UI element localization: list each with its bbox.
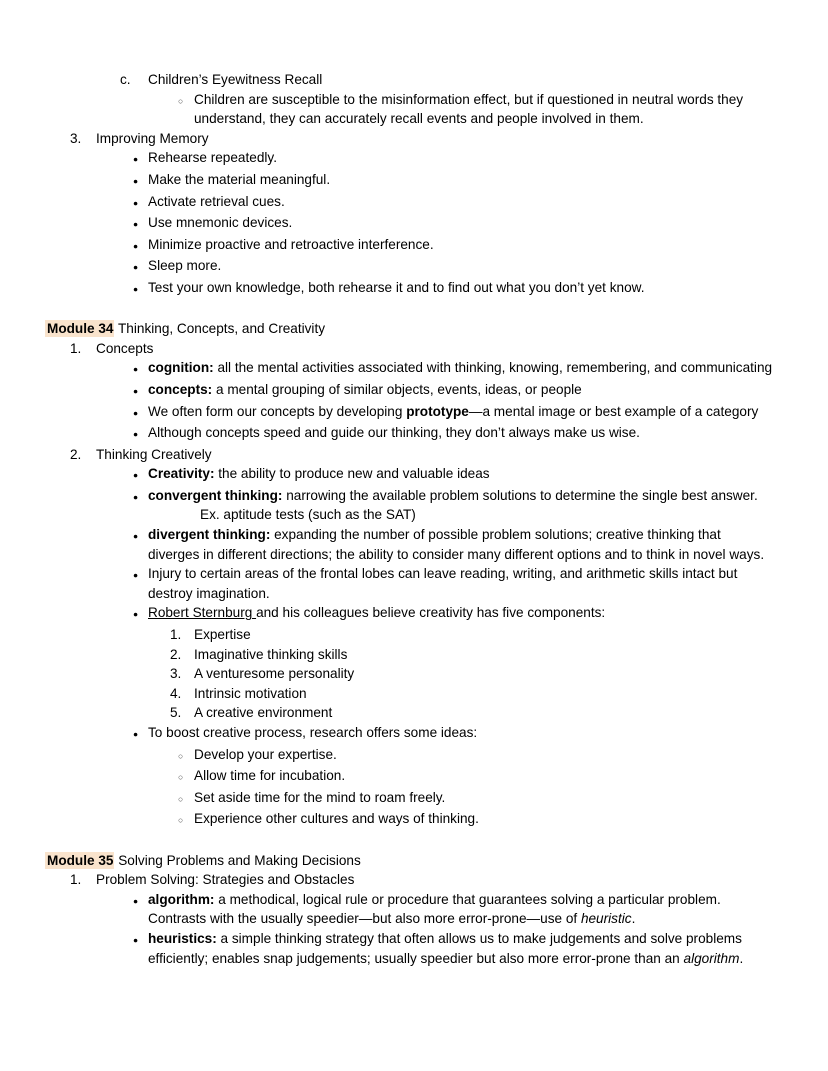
term-label: cognition: [148,360,214,376]
module-35-label: Module 35 [47,852,114,868]
definition-creativity [148,464,775,484]
list-item-text: Children are susceptible to the misinformation effect, but if questioned in neutral words they understand, they can accurately recall events and people involved in them. [194,91,744,127]
term-label: Creativity: [148,466,215,482]
bullet-icon [133,464,148,486]
term-label: algorithm: [148,891,215,907]
italic-term: algorithm [683,950,740,966]
bullet-icon [133,525,148,547]
bullet-icon [133,890,148,912]
list-item-bullet [45,235,775,257]
list-item-circle [45,90,775,129]
list-item-bullet [45,603,775,625]
list-item-text: Problem Solving: Strategies and Obstacles [96,872,355,888]
definition-text: narrowing the available problem solutions to determine the single best answer. [282,487,758,503]
bullet-icon [133,278,148,300]
definition-text: expanding the number of possible problem solutions; creative thinking that diverges in different directions; the ability to consider many different options and to think in novel ways. [148,527,765,562]
boost-ideas-list [45,745,775,831]
sternburg-line [148,603,775,623]
list-item-bullet [45,929,775,968]
list-item-text: and his colleagues believe creativity has five components: [256,605,606,621]
hollow-bullet-icon [178,90,194,112]
bullet-icon [133,192,148,214]
list-item-text: Intrinsic motivation [194,685,307,701]
list-item-bullet [45,192,775,214]
list-marker-c: c. [120,72,131,87]
list-item-numbered-sub [45,645,775,665]
list-item-bullet [45,423,775,445]
bullet-icon [133,603,148,625]
bullet-icon [133,148,148,170]
list-marker-1: 1. [70,340,82,356]
list-marker-1: 1. [70,872,82,888]
list-item-text: Test your own knowledge, both rehearse it and to find out what you don’t yet know. [148,279,645,295]
example-text: Ex. aptitude tests (such as the SAT) [200,507,416,523]
list-item-text: Minimize proactive and retroactive interference. [148,236,434,252]
definition-text: a methodical, logical rule or procedure that guarantees solving a particular problem. Contrasts with the usually speedier—but also more error-prone—use of [148,891,721,927]
list-item-bullet [45,170,775,192]
list-item-bullet [45,723,775,745]
definition-cognition [148,358,775,378]
hollow-bullet-icon [178,745,194,767]
definition-text-tail: . [739,950,744,966]
list-item-text: Concepts [96,340,154,356]
term-label: heuristics: [148,930,217,946]
person-name-underlined: Robert Sternburg [148,605,257,621]
list-item-text: Thinking Creatively [96,446,212,462]
list-item-text: Set aside time for the mind to roam freely. [194,789,446,805]
list-marker-sub-5: 5. [170,705,182,721]
bullet-icon [133,723,148,745]
bullet-icon [133,423,148,445]
term-label: divergent thinking: [148,527,271,543]
bullet-icon [133,235,148,257]
list-item-bullet [45,256,775,278]
list-item-bullet [45,213,775,235]
definition-text: a simple thinking strategy that often allows us to make judgements and solve problems efficiently; enables snap judgements; usually speedier but also more error-prone than an [148,930,742,966]
bullet-icon [133,402,148,424]
hollow-bullet-icon [178,766,194,788]
bullet-icon [133,256,148,278]
list-item-bullet [45,278,775,300]
list-item-text: Activate retrieval cues. [148,193,285,209]
list-item-text: Make the material meaningful. [148,171,331,187]
list-item-bullet [45,525,775,564]
definition-heuristics [148,929,775,968]
list-item-bullet [45,402,775,424]
bullet-icon [133,213,148,235]
list-item-bullet [45,380,775,402]
section-spacer [45,831,775,851]
list-item-text: Use mnemonic devices. [148,215,293,231]
list-marker-sub-1: 1. [170,627,182,643]
list-item-text: Expertise [194,627,251,643]
term-label: convergent thinking: [148,487,283,503]
list-item-text: To boost creative process, research offers some ideas: [148,725,478,740]
list-item-text: Children’s Eyewitness Recall [148,72,323,87]
list-item-numbered-sub [45,664,775,684]
list-marker-sub-4: 4. [170,685,182,701]
list-item-text: Develop your expertise. [194,746,337,762]
list-item-circle [45,788,775,810]
list-item-numbered [45,129,775,149]
bullet-icon [133,358,148,380]
bullet-icon [133,486,148,508]
bullet-icon [133,380,148,402]
module-35-heading [45,851,775,871]
definition-concepts [148,380,775,400]
list-item-bullet [45,486,775,525]
list-item-alpha [45,70,775,90]
term-label: concepts: [148,381,213,397]
italic-term: heuristic [580,911,632,927]
bullet-icon [133,170,148,192]
definition-prototype [148,402,775,422]
definition-text-tail: . [631,911,636,927]
creativity-components-list [45,625,775,723]
list-item-text: Allow time for incubation. [194,768,346,784]
list-item-text: Sleep more. [148,258,222,274]
list-item-text: Although concepts speed and guide our thinking, they don’t always make us wise. [148,425,640,441]
list-item-text: A venturesome personality [194,666,355,682]
list-marker-sub-3: 3. [170,666,182,682]
definition-convergent-thinking [148,486,775,525]
definition-algorithm [148,890,775,929]
list-item-numbered-sub [45,703,775,723]
list-marker-sub-2: 2. [170,646,182,662]
list-item-circle [45,766,775,788]
list-marker-2: 2. [70,446,82,462]
module-34-label: Module 34 [47,321,114,337]
list-item-text: Improving Memory [96,130,209,146]
list-item-circle [45,809,775,831]
definition-text: a mental grouping of similar objects, events, ideas, or people [212,381,582,397]
list-item-bullet [45,148,775,170]
list-item-bullet [45,564,775,603]
bullet-icon [133,929,148,951]
list-item-numbered [45,870,775,890]
list-item-text: A creative environment [194,705,333,721]
list-item-bullet [45,464,775,486]
definition-divergent-thinking [148,525,775,564]
list-item-numbered [45,445,775,465]
hollow-bullet-icon [178,809,194,831]
list-marker-3: 3. [70,130,82,146]
list-item-numbered-sub [45,625,775,645]
list-item-numbered-sub [45,684,775,704]
hollow-bullet-icon [178,788,194,810]
definition-text: all the mental activities associated with thinking, knowing, remembering, and communicating [213,360,773,376]
list-item-bullet [45,890,775,929]
module-34-heading [45,319,775,339]
list-item-bullet [45,358,775,380]
list-item-text: Imaginative thinking skills [194,646,348,662]
list-item-text: Injury to certain areas of the frontal lobes can leave reading, writing, and arithmetic skills intact but destroy imagination. [148,566,738,601]
list-item-text: Experience other cultures and ways of thinking. [194,811,479,827]
section-spacer [45,300,775,320]
list-item-circle [45,745,775,767]
list-item-text: Rehearse repeatedly. [148,150,277,166]
bullet-icon [133,564,148,586]
module-34-title: Thinking, Concepts, and Creativity [114,321,326,337]
term-label: prototype [406,403,469,419]
module-35-title: Solving Problems and Making Decisions [114,852,361,868]
improving-memory-bullets [45,148,775,299]
definition-text: the ability to produce new and valuable ideas [214,466,490,482]
definition-text: —a mental image or best example of a category [468,403,759,419]
definition-text-pre: We often form our concepts by developing [148,403,407,419]
list-item-numbered [45,339,775,359]
